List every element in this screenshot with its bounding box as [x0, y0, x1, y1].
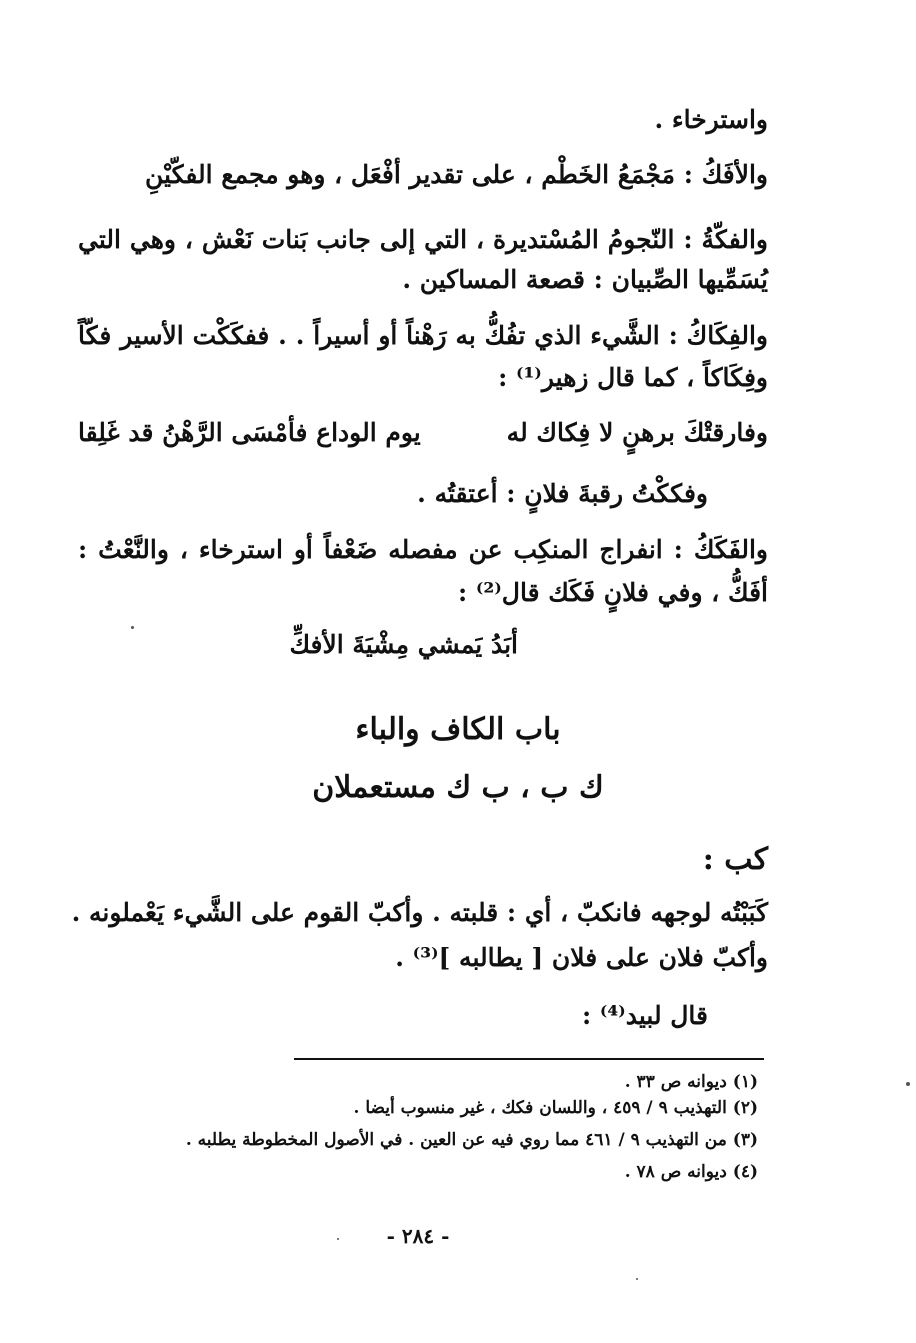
footnote-2: (٢) التهذيب ٩ / ٤٥٩ ، واللسان فكك ، غير منسوب أيضا .: [353, 1098, 758, 1118]
section-subtitle: ك ب ، ب ك مستعملان: [312, 770, 604, 805]
body-line-1: واسترخاء .: [654, 105, 768, 134]
body-line-10: أبَدُ يَمشي مِشْيَةَ الأفكِّ: [289, 630, 518, 659]
footnote-3: (٣) من التهذيب ٩ / ٤٦١ مما روي فيه عن العين . في الأصول المخطوطة يطلبه .: [185, 1130, 758, 1150]
entry-line-1: كَبَبْتُه لوجهه فانكبّ ، أي : قلبته . وأكبّ القوم على الشَّيء يَعْملونه .: [71, 898, 768, 927]
footnote-rule: [294, 1058, 764, 1060]
scan-speck: [906, 1082, 910, 1086]
body-line-3: والفكّةُ : النّجومُ المُسْتديرة ، التي إلى جانب بَنات نَعْش ، وهي التي: [78, 225, 768, 254]
body-line-4: يُسَمِّيها الصِّبيان : قصعة المساكين .: [402, 265, 768, 294]
scan-speck: [636, 1278, 638, 1280]
verse-first-hemistich: وفارقتْكَ برهنٍ لا فِكاك له: [506, 418, 768, 447]
body-line-6: وفِكَاكاً ، كما قال زهير⁽¹⁾ :: [498, 363, 768, 392]
body-line-2: والأفَكُ : مَجْمَعُ الخَطْم ، على تقدير أفْعَل ، وهو مجمع الفكّيْنِ: [145, 160, 768, 189]
entry-line-3: قال لبيد⁽⁴⁾ :: [581, 1001, 708, 1030]
footnote-1: (١) ديوانه ص ٣٣ .: [624, 1072, 758, 1092]
body-line-8: والفَكَكُ : انفراج المنكِب عن مفصله ضَعْفاً أو استرخاء ، والنَّعْتُ :: [78, 535, 768, 564]
section-title: باب الكاف والباء: [355, 712, 561, 747]
body-line-7: وفككْتُ رقبةَ فلانٍ : أعتقتُه .: [417, 479, 708, 508]
verse-second-hemistich: يوم الوداع فأمْسَى الرَّهْنُ قد غَلِقا: [78, 418, 421, 447]
body-line-9: أفَكُّ ، وفي فلانٍ فَكَك قال⁽²⁾ :: [458, 578, 768, 607]
scan-speck: [131, 626, 134, 629]
entry-line-2: وأكبّ فلان على فلان [ يطالبه ]⁽³⁾ .: [395, 943, 768, 972]
body-line-5: والفِكَاكُ : الشَّيء الذي تفُكُّ به رَهْناً أو أسيراً . . ففكَكْت الأسير فكّاً: [78, 321, 768, 350]
footnote-4: (٤) ديوانه ص ٧٨ .: [624, 1162, 758, 1182]
page-number: - ٢٨٤ -: [386, 1224, 450, 1248]
entry-head: كب :: [702, 842, 768, 877]
scan-speck: [337, 1238, 339, 1240]
